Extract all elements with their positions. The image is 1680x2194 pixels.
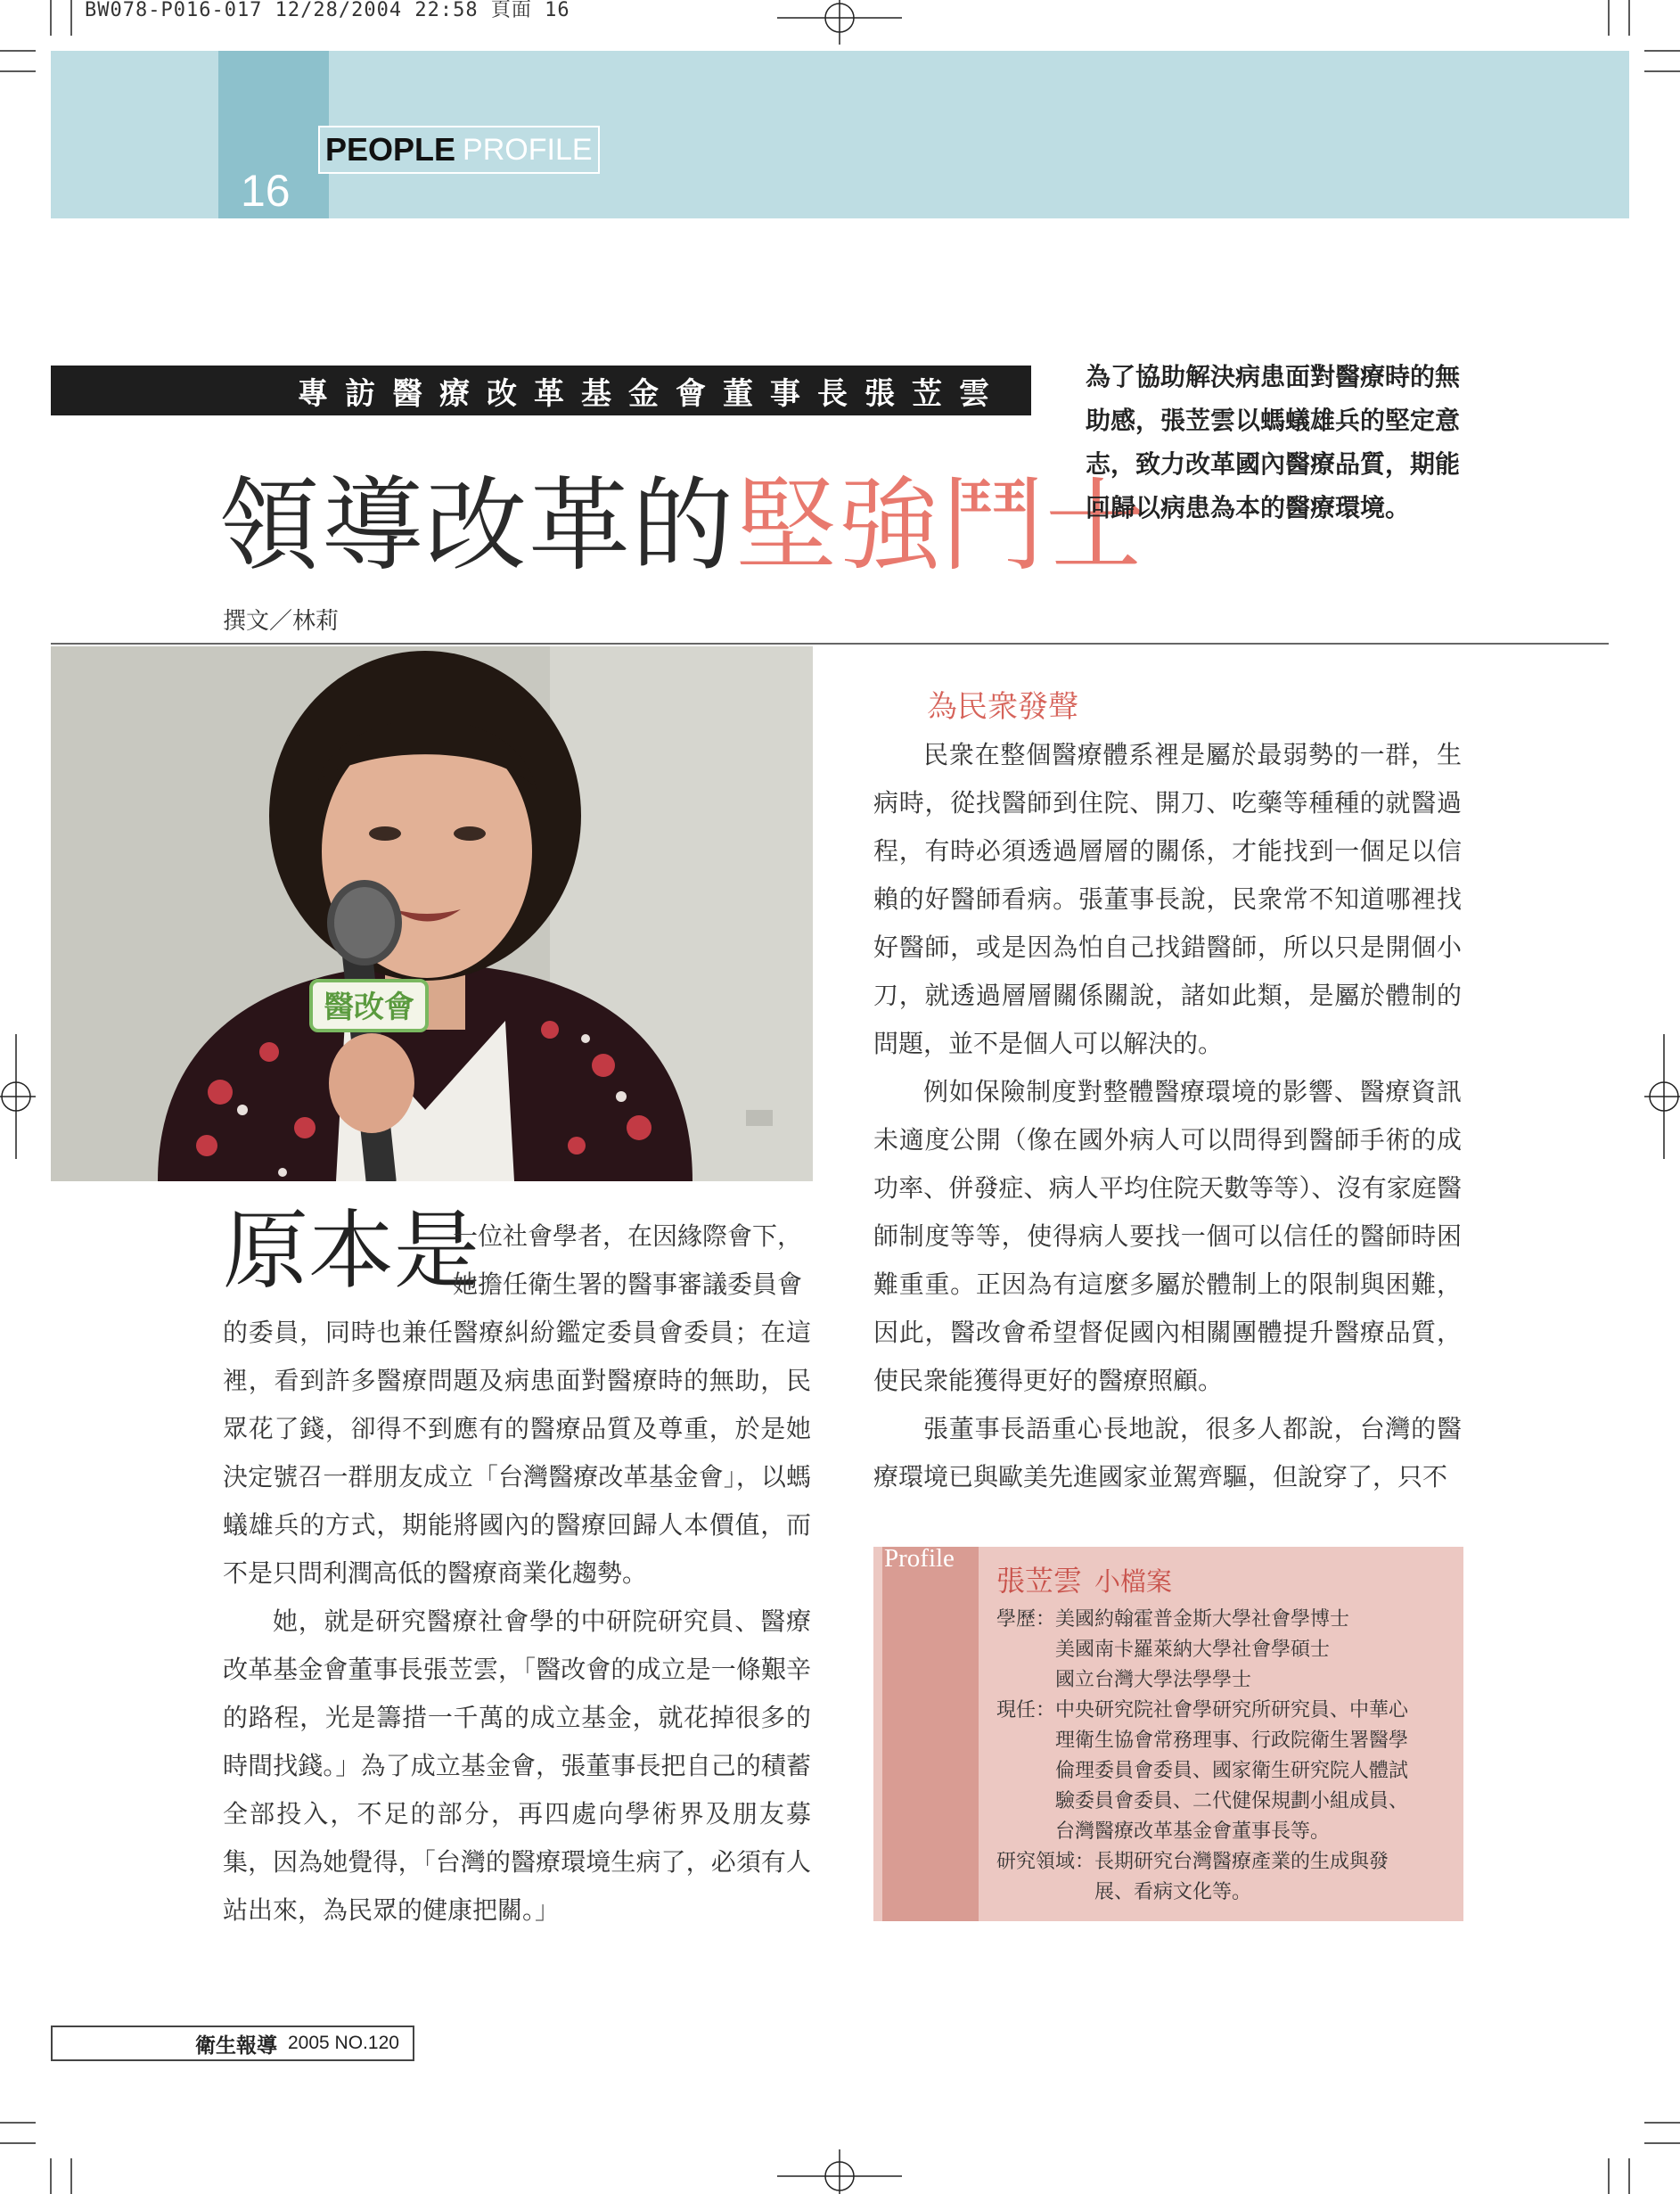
edu-line: 美國南卡羅萊納大學社會學碩士 <box>1055 1639 1331 1661</box>
edu-line: 美國約翰霍普金斯大學社會學博士 <box>1055 1608 1350 1631</box>
page-number: 16 <box>241 166 291 216</box>
mic-badge-label: 醫改會 <box>324 990 414 1025</box>
issue-number: 2005 NO.120 <box>288 2033 399 2053</box>
dropcap: 原本是 <box>223 1201 479 1301</box>
intro-line-1: 一位社會學者，在因緣際會下， <box>453 1221 803 1251</box>
profile-stripe <box>882 1547 979 1921</box>
profile-name-suffix: 小檔案 <box>1094 1568 1173 1597</box>
portrait-photo <box>51 646 813 1181</box>
profile-tag: Profile <box>884 1544 955 1573</box>
profile-name <box>996 1558 1172 1599</box>
lead-paragraph: 為了協助解決病患面對醫療時的無助感，張苙雲以螞蟻雄兵的堅定意志，致力改革國內醫療品質，期能回歸以病患為本的醫療環境。 <box>1086 362 1461 522</box>
current-label: 現任： <box>996 1699 1056 1722</box>
magazine-name: 衛生報導 <box>195 2034 277 2058</box>
headline-accent: 堅強鬥士 <box>735 466 1150 585</box>
research-line: 展、看病文化等。 <box>1094 1881 1252 1903</box>
subtitle-bar: 專訪醫療改革基金會董事長張苙雲 <box>51 366 1031 415</box>
research-label: 研究領域： <box>996 1851 1095 1873</box>
headline <box>218 444 1149 590</box>
section-label <box>318 126 600 174</box>
right-paragraph-3: 張董事長語重心長地說，很多人都說，台灣的醫療環境已與歐美先進國家並駕齊驅，但說穿了，只不 <box>873 1414 1462 1491</box>
current-line: 倫理委員會委員、國家衛生研究院人體試 <box>1055 1760 1409 1782</box>
edu-label: 學歷： <box>996 1608 1056 1631</box>
print-slug: BW078-P016-017 12/28/2004 22:58 頁面 16 <box>85 0 570 21</box>
profile-details <box>996 1605 1460 1908</box>
current-line: 中央研究院社會學研究所研究員、中華心 <box>1055 1699 1409 1722</box>
right-paragraph-1: 民衆在整個醫療體系裡是屬於最弱勢的一群，生病時，從找醫師到住院、開刀、吃藥等種種的就醫過程，有時必須透過層層的關係，才能找到一個足以信賴的好醫師看病。張董事長說，民衆常不知道哪裡找好醫師，或是因為怕自己找錯醫師，所以只是開個小刀，就透過層層關係關說，諸如此類，是屬於體制的問題，並不是個人可以解決的。 <box>873 740 1462 1058</box>
intro-line-2: 她擔任衛生署的醫事審議委員會 <box>453 1270 803 1299</box>
right-paragraph-2: 例如保險制度對整體醫療環境的影響、醫療資訊未適度公開（像在國外病人可以問得到醫師手術的成功率、併發症、病人平均住院天數等等）、沒有家庭醫師制度等等，使得病人要找一個可以信任的醫師時困難重重。正因為有這麼多屬於體制上的限制與困難，因此，醫改會希望督促國內相關團體提升醫療品質，使民衆能獲得更好的醫療照顧。 <box>873 1077 1462 1395</box>
research-line: 長期研究台灣醫療產業的生成與發 <box>1094 1851 1389 1873</box>
paragraph-2: 她，就是研究醫療社會學的中研院研究員、醫療改革基金會董事長張苙雲，「醫改會的成立是一條艱辛的路程，光是籌措一千萬的成立基金，就花掉很多的時間找錢。」為了成立基金會，張董事長把自己的積蓄全部投入，不足的部分，再四處向學術界及朋友募集，因為她覺得，「台灣的醫療環境生病了，必須有人站出來，為民眾的健康把關。」 <box>223 1606 811 1925</box>
current-line: 理衛生協會常務理事、行政院衛生署醫學 <box>1055 1730 1409 1752</box>
divider-rule <box>51 643 1609 645</box>
current-line: 台灣醫療改革基金會董事長等。 <box>1055 1820 1331 1843</box>
section-label-light: PROFILE <box>463 132 593 167</box>
profile-name-text: 張苙雲 <box>996 1565 1083 1597</box>
footer-box <box>51 2026 414 2061</box>
current-line: 驗委員會委員、二代健保規劃小組成員、 <box>1055 1790 1409 1812</box>
section-label-bold: PEOPLE <box>325 131 456 168</box>
byline: 撰文／林莉 <box>223 608 340 635</box>
section-heading: 為民衆發聲 <box>927 689 1078 725</box>
edu-line: 國立台灣大學法學學士 <box>1055 1669 1252 1691</box>
headline-main: 領導改革的 <box>218 466 736 585</box>
intro-paragraph: 的委員，同時也兼任醫療糾紛鑑定委員會委員；在這裡，看到許多醫療問題及病患面對醫療時的無助，民眾花了錢，卻得不到應有的醫療品質及尊重，於是她決定號召一群朋友成立「台灣醫療改革基金會」，以螞蟻雄兵的方式，期能將國內的醫療回歸人本價值，而不是只問利潤高低的醫療商業化趨勢。 <box>223 1318 811 1588</box>
